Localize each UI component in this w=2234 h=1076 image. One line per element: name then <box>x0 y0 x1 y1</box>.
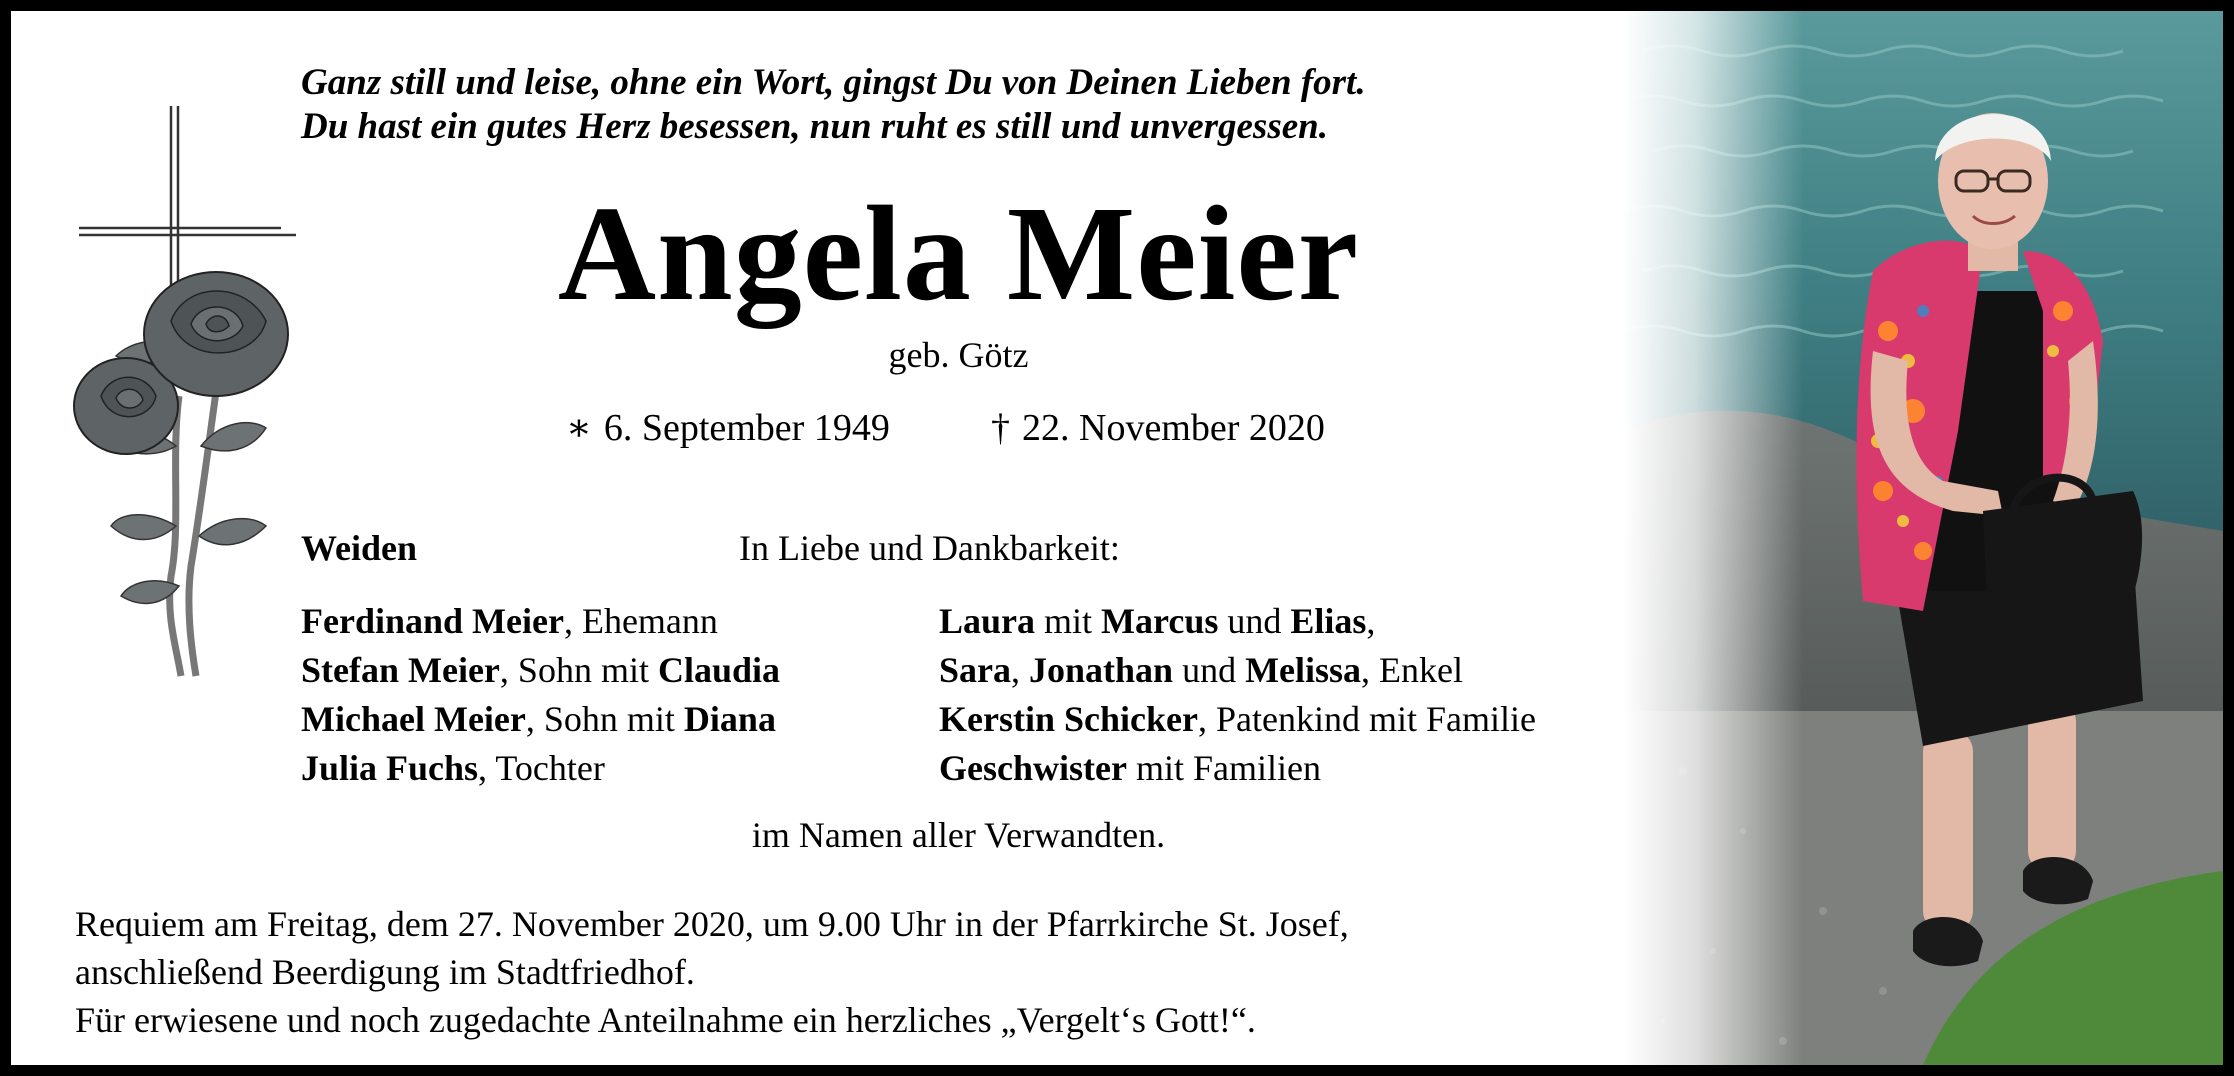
quote-line: Ganz still und leise, ohne ein Wort, gingst Du von Deinen Lieben fort. <box>301 62 1366 103</box>
service-line: Requiem am Freitag, dem 27. November 2020, um 9.00 Uhr in der Pfarrkirche St. Josef, <box>75 904 1349 944</box>
mourner-row <box>939 597 1536 646</box>
birth-date: 6. September 1949 <box>603 407 890 449</box>
quote-line: Du hast ein gutes Herz besessen, nun ruht es still und unvergessen. <box>301 106 1328 147</box>
deceased-name: Angela Meier <box>557 179 1360 329</box>
mourner-name: Julia Fuchs <box>301 748 479 788</box>
mourner-name: Ferdinand Meier <box>301 601 564 641</box>
mourner-name: Elias <box>1290 601 1367 641</box>
mourner-row <box>939 695 1536 744</box>
mourner-name: Geschwister <box>939 748 1127 788</box>
mourner-relation: , Patenkind mit Familie <box>1197 699 1536 739</box>
mourner-row <box>939 744 1536 793</box>
mourner-relation: , <box>1366 601 1376 641</box>
mourner-relation: mit Familien <box>1126 748 1321 788</box>
mourner-relation: , Enkel <box>1361 650 1464 690</box>
mourner-name: Melissa <box>1245 650 1362 690</box>
on-behalf-line: im Namen aller Verwandten. <box>751 815 1166 855</box>
portrait-image <box>1623 11 2223 1065</box>
mourner-connector: und <box>1218 601 1291 641</box>
mourner-row <box>939 646 1536 695</box>
death-cross-icon: † <box>991 407 1010 449</box>
mourners-list-left <box>301 597 780 793</box>
mourner-row <box>301 646 780 695</box>
mourner-row <box>301 597 780 646</box>
mourner-partner: Diana <box>683 699 776 739</box>
death-date: 22. November 2020 <box>1022 407 1325 449</box>
mourner-name: Laura <box>939 601 1036 641</box>
mourner-name: Michael Meier <box>301 699 526 739</box>
mourner-relation: , Ehemann <box>563 601 718 641</box>
mourner-partner: Claudia <box>657 650 780 690</box>
mourner-connector: und <box>1173 650 1246 690</box>
portrait-photo <box>1623 11 2223 1065</box>
mourner-name: Marcus <box>1101 601 1219 641</box>
mourner-name: Kerstin Schicker <box>939 699 1198 739</box>
service-line: anschließend Beerdigung im Stadtfriedhof. <box>75 952 695 992</box>
mourner-relation: , Sohn mit <box>525 699 684 739</box>
gratitude-line: In Liebe und Dankbarkeit: <box>739 528 1120 568</box>
birth-star-icon: ∗ <box>566 407 592 449</box>
mourner-name: Stefan Meier <box>301 650 500 690</box>
mourner-relation: , Sohn mit <box>499 650 658 690</box>
mourner-name: Jonathan <box>1029 650 1174 690</box>
mourner-connector: , <box>1011 650 1029 690</box>
place: Weiden <box>301 528 418 568</box>
mourner-connector: mit <box>1035 601 1102 641</box>
service-line: Für erwiesene und noch zugedachte Anteilnahme ein herzliches „Vergelt‘s Gott!“. <box>75 1000 1256 1040</box>
mourner-relation: , Tochter <box>478 748 605 788</box>
mourner-name: Sara <box>939 650 1011 690</box>
birth-date-line <box>566 405 890 451</box>
memorial-quote <box>301 61 1366 149</box>
mourners-list-right <box>939 597 1536 793</box>
mourner-row <box>301 695 780 744</box>
service-info <box>75 900 1349 1044</box>
maiden-name: geb. Götz <box>888 335 1029 375</box>
mourner-row <box>301 744 780 793</box>
death-date-line <box>991 405 1325 451</box>
